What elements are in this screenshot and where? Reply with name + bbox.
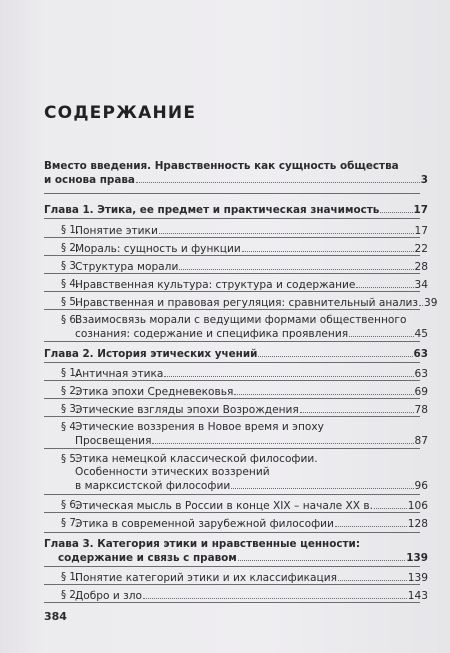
page-number: 384 — [44, 610, 67, 623]
chapter-1-title: Глава 1. Этика, ее предмет и практическая значимость 17 — [44, 204, 428, 216]
chapter-2-title: Глава 2. История этических учений 63 — [44, 348, 428, 360]
intro-entry — [44, 160, 428, 187]
toc-section: § 7. Этика в современной зарубежной философии 128 — [61, 518, 428, 530]
divider — [44, 602, 420, 603]
page-title: СОДЕРЖАНИЕ — [44, 103, 197, 123]
toc-section: § 1. Античная этика 63 — [61, 368, 428, 380]
toc-section: § 5. Этика немецкой классической философии. Особенности этических воззрений в марксистской философии 96 — [61, 453, 428, 492]
divider — [44, 218, 420, 219]
divider — [44, 291, 420, 292]
divider — [44, 448, 420, 449]
chapter-3-page: 139 — [406, 552, 428, 564]
toc-section: § 4. Этические воззрения в Новое время и эпоху Просвещения 87 — [61, 421, 428, 447]
chapter-3-title: Глава 3. Категория этики и нравственные ценности: содержание и связь с правом 139 — [44, 538, 428, 564]
chapter-1-page: 17 — [413, 204, 428, 216]
toc-section: § 6. Этическая мысль в России в конце XIX – начале XX в. 106 — [61, 500, 428, 512]
toc-section: § 5. Нравственная и правовая регуляция: сравнительный анализ 39 — [61, 297, 438, 309]
toc-section: § 1. Понятие этики 17 — [61, 225, 428, 237]
divider — [44, 255, 420, 256]
toc-section: § 6. Взаимосвязь морали с ведущими формами общественного сознания: содержание и специфика проявления 45 — [61, 314, 428, 340]
toc-section: § 2. Добро и зло 143 — [61, 590, 428, 602]
toc-section: § 2. Этика эпохи Средневековья 69 — [61, 386, 428, 398]
toc-section: § 1. Понятие категорий этики и их классификация 139 — [61, 572, 428, 584]
toc-section: § 2. Мораль: сущность и функции 22 — [61, 243, 428, 255]
divider — [44, 309, 420, 310]
divider — [44, 273, 420, 274]
divider — [44, 193, 420, 194]
divider — [44, 494, 420, 495]
intro-line-1: Вместо введения. Нравственность как сущность общества — [44, 160, 399, 172]
divider — [44, 532, 420, 533]
divider — [44, 584, 420, 585]
divider — [44, 341, 420, 342]
divider — [44, 566, 420, 567]
toc-section: § 4. Нравственная культура: структура и содержание 34 — [61, 279, 428, 291]
intro-page: 3 — [420, 174, 428, 186]
divider — [44, 237, 420, 238]
divider — [44, 416, 420, 417]
toc-section: § 3. Структура морали 28 — [61, 261, 428, 273]
divider — [44, 362, 420, 363]
divider — [44, 398, 420, 399]
intro-line-2: и основа права — [44, 174, 135, 186]
divider — [44, 512, 420, 513]
divider — [44, 380, 420, 381]
leader-dots — [136, 173, 420, 183]
toc-section: § 3. Этические взгляды эпохи Возрождения 78 — [61, 404, 428, 416]
chapter-2-page: 63 — [413, 348, 428, 360]
